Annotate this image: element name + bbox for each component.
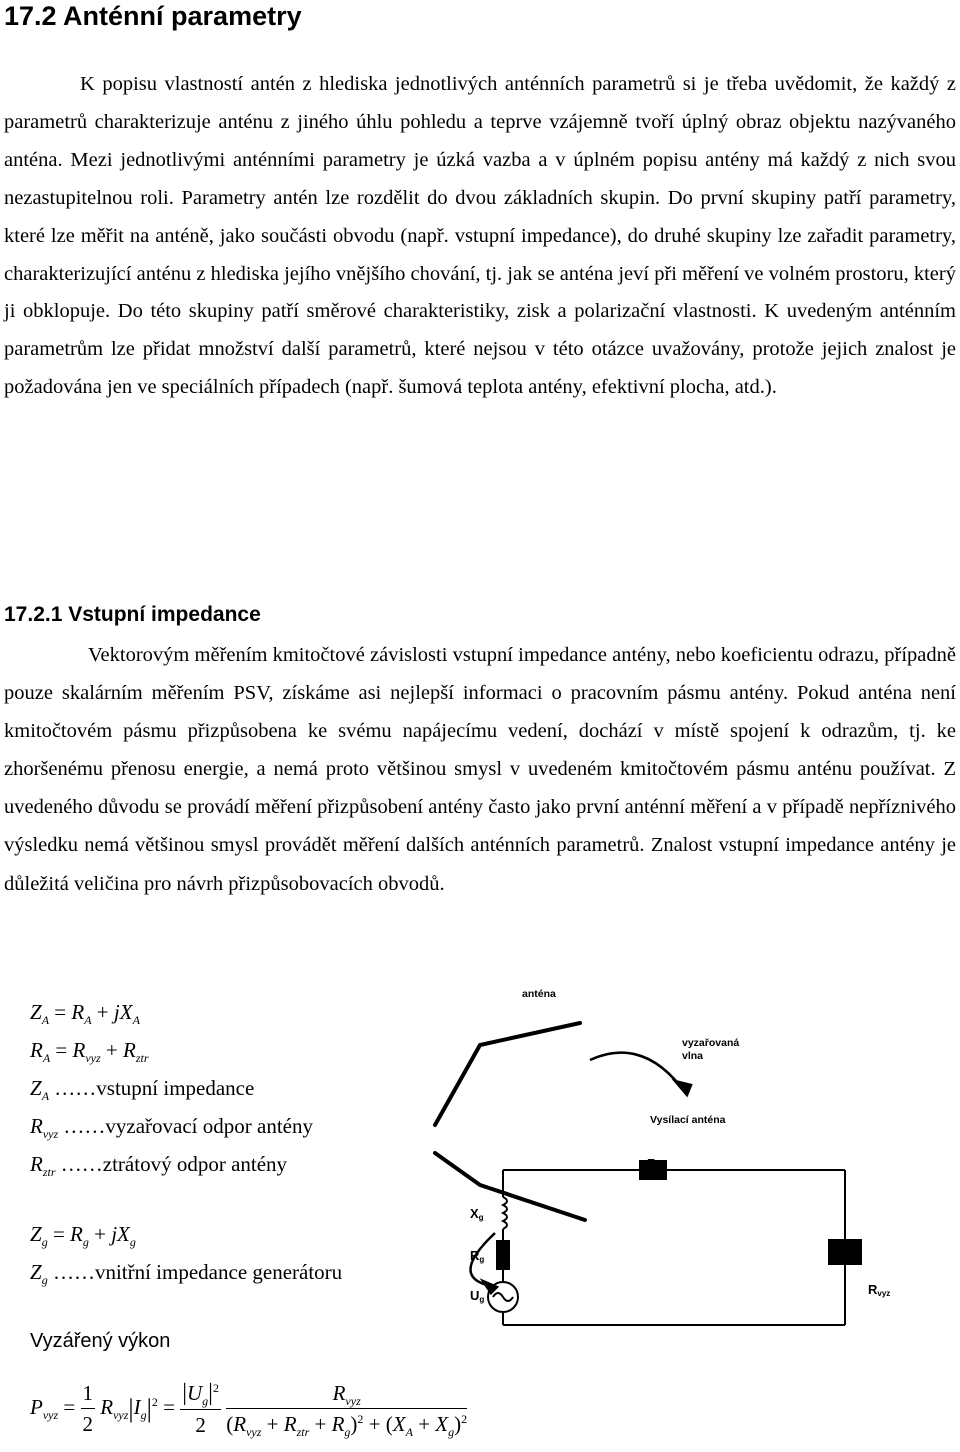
formula-za-desc: $Z_A$ ……vstupní impedance	[30, 1076, 255, 1103]
power-title: Vyzářený výkon	[30, 1330, 171, 1352]
label-antenna: anténa	[522, 988, 556, 1000]
label-radiated-wave-line2: vlna	[682, 1050, 704, 1062]
inductor-xg	[503, 1197, 507, 1229]
power-fraction-voltage: $\frac{|U_g|^2}{2}$	[182, 1380, 219, 1437]
resistor-rvyz	[829, 1240, 861, 1264]
section-heading: 17.2 Anténní parametry	[4, 1, 302, 31]
label-radiated-wave-line1: vyzařovaná	[682, 1037, 740, 1049]
resistor-rg	[497, 1241, 509, 1269]
antenna-upper-element	[435, 1023, 580, 1125]
subsection-heading: 17.2.1 Vstupní impedance	[4, 603, 261, 626]
power-fraction-impedance: $\frac{R_{vyz}}{(R_{vyz} + R_{ztr} + R_g)^2 + (X_A + X_g)^2}$	[226, 1381, 468, 1439]
wave-arrow	[590, 1053, 687, 1095]
formula-za: $Z_A = R_A + jX_A$	[30, 1000, 140, 1027]
formula-power: $P_{vyz}$ = $\frac{1}{2}$ $R_{vyz}|I_g|^2$ = $\frac{|U_g|^2}{2}$ $\frac{R_{vyz}}{(R_{vyz} + R_{ztr} + R_g)^2 + (X_A + X_g)^2}$	[30, 1380, 468, 1439]
formula-zg-desc: $Z_g$ ……vnitřní impedance generátoru	[30, 1260, 343, 1287]
power-fraction-half: $\frac{1}{2}$	[82, 1381, 93, 1436]
formula-zg: $Z_g = R_g + jX_g$	[30, 1222, 136, 1249]
label-rg: $R_g$	[470, 1248, 485, 1264]
wave-arrow-head	[675, 1081, 691, 1095]
formula-rztr-desc: $R_{ztr}$ ……ztrátový odpor antény	[30, 1152, 288, 1179]
antenna-lower-element	[435, 1153, 585, 1220]
label-rvyz: $R_{vyz}$	[868, 1282, 891, 1298]
label-ug: $U_g$	[470, 1288, 485, 1304]
label-transmitting-antenna: Vysílací anténa	[650, 1114, 726, 1126]
label-rztr: $R_{ztr}$	[647, 1156, 667, 1172]
formula-ra: $R_A = R_{vyz} + R_{ztr}$	[30, 1038, 149, 1065]
section-paragraph: K popisu vlastností antén z hlediska jednotlivých anténních parametrů si je třeba uvědomit, že každý z parametrů charakterizuje anténu z jiného úhlu pohledu a teprve vzájemně tvoří úplný obraz objektu nazývaného anténa. Mezi jednotlivými anténními parametry je úzká vazba a v úplném popisu antény má každý z nich svou nezastupitelnou roli. Parametry antén lze rozdělit do dvou základních skupin. Do první skupiny patří parametry, které lze měřit na anténě, jako součásti obvodu (např. vstupní impedance), do druhé skupiny lze zařadit parametry, charakterizující anténu z hlediska jejího vnějšího chování, tj. jak se anténa jeví při měření ve volném prostoru, který ji obklopuje. Do této skupiny patří směrové charakteristiky, zisk a polarizační vlastnosti. K uvedeným anténním parametrům lze přidat množství další parametrů, které nejsou v této otázce uvažovány, protože jejich znalost je požadována jen ve speciálních případech (např. šumová teplota antény, efektivní plocha, atd.).	[4, 73, 956, 399]
subsection-paragraph: Vektorovým měřením kmitočtové závislosti vstupní impedance antény, nebo koeficientu odrazu, případně pouze skalárním měřením PSV, získáme asi nejlepší informaci o pracovním pásmu antény. Pokud anténa není kmitočtovém pásmu přizpůsobena ke svému napájecímu vedení, dochází v místě spojení k odrazům, tj. ke zhoršenému přenosu energie, a nemá proto většinou smysl v uvedeném kmitočtovém pásmu anténu používat. Z uvedeného důvodu se provádí měření přizpůsobení antény často jako první anténní měření a v případě nepříznivého výsledku nemá většinou smysl provádět měření dalších anténních parametrů. Znalost vstupní impedance antény je důležitá veličina pro návrh přizpůsobovacích obvodů.	[4, 644, 956, 895]
label-xg: $X_g$	[470, 1206, 484, 1222]
formula-rvyz-desc: $R_{vyz}$ ……vyzařovací odpor antény	[30, 1114, 313, 1141]
